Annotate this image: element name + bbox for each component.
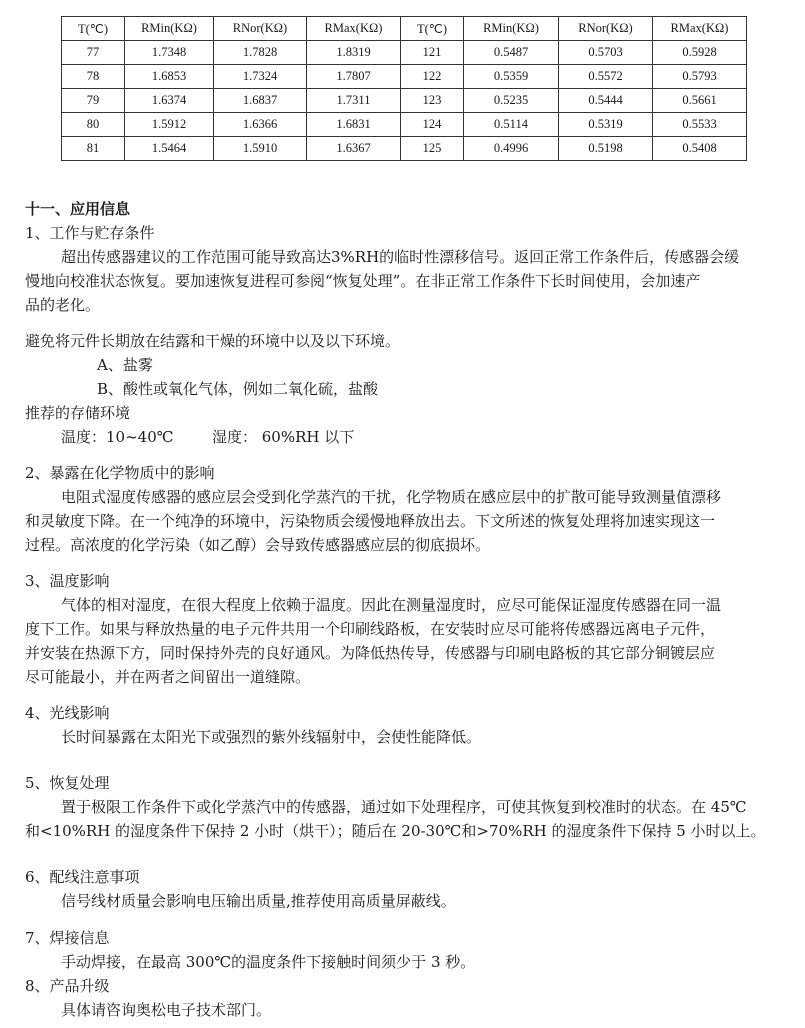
table-cell: 81 xyxy=(62,137,125,161)
table-cell: 1.6366 xyxy=(214,113,307,137)
table-header-cell: T(℃) xyxy=(401,17,464,41)
subsection-title-wiring: 6、配线注意事项 xyxy=(25,868,140,886)
table-cell: 0.5359 xyxy=(464,65,559,89)
table-cell: 77 xyxy=(62,41,125,65)
paragraph-line: 信号线材质量会影响电压输出质量,推荐使用高质量屏蔽线。 xyxy=(61,892,456,910)
table-cell: 1.5910 xyxy=(214,137,307,161)
section-title: 十一、应用信息 xyxy=(25,200,131,218)
table-cell: 79 xyxy=(62,89,125,113)
paragraph-line: 品的老化。 xyxy=(25,296,101,314)
subsection-title-recovery: 5、恢复处理 xyxy=(25,774,110,792)
paragraph-line: 手动焊接，在最高 300℃的温度条件下接触时间须少于 3 秒。 xyxy=(61,953,476,971)
table-row xyxy=(62,65,747,89)
table-cell: 0.4996 xyxy=(464,137,559,161)
table-cell: 125 xyxy=(401,137,464,161)
table-cell: 0.5533 xyxy=(653,113,747,137)
table-header-cell: RMin(KΩ) xyxy=(125,17,214,41)
paragraph-line: 慢地向校准状态恢复。要加速恢复进程可参阅“恢复处理”。在非正常工作条件下长时间使用，会加速产 xyxy=(25,272,701,290)
table-header-cell: T(℃) xyxy=(62,17,125,41)
table-cell: 0.5703 xyxy=(559,41,653,65)
table-cell: 0.5661 xyxy=(653,89,747,113)
paragraph-line: 并安装在热源下方，同时保持外壳的良好通风。为降低热传导，传感器与印刷电路板的其它部分铜镀层应 xyxy=(25,644,716,662)
paragraph-line: 避免将元件长期放在结露和干燥的环境中以及以下环境。 xyxy=(25,332,401,350)
storage-temperature: 温度：10~40℃ xyxy=(61,428,174,446)
subsection-title-temperature: 3、温度影响 xyxy=(25,572,110,590)
table-header-cell: RMin(KΩ) xyxy=(464,17,559,41)
table-cell: 1.7324 xyxy=(214,65,307,89)
table-cell: 1.7828 xyxy=(214,41,307,65)
paragraph-line: 具体请咨询奥松电子技术部门。 xyxy=(61,1001,272,1019)
table-cell: 0.5235 xyxy=(464,89,559,113)
table-cell: 122 xyxy=(401,65,464,89)
table-header-row xyxy=(62,17,747,41)
paragraph-line: 长时间暴露在太阳光下或强烈的紫外线辐射中，会使性能降低。 xyxy=(61,728,482,746)
table-cell: 1.7807 xyxy=(307,65,401,89)
table-cell: 1.7311 xyxy=(307,89,401,113)
table-header-cell: RNor(KΩ) xyxy=(214,17,307,41)
table-row xyxy=(62,113,747,137)
paragraph-line: 尽可能最小，并在两者之间留出一道缝隙。 xyxy=(25,668,311,686)
table-cell: 1.5912 xyxy=(125,113,214,137)
subsection-title-soldering: 7、焊接信息 xyxy=(25,929,110,947)
table-row xyxy=(62,89,747,113)
subsection-title-chemical: 2、暴露在化学物质中的影响 xyxy=(25,464,215,482)
table-cell: 124 xyxy=(401,113,464,137)
table-cell: 0.5319 xyxy=(559,113,653,137)
table-cell: 0.5572 xyxy=(559,65,653,89)
table-cell: 1.6831 xyxy=(307,113,401,137)
table-cell: 1.5464 xyxy=(125,137,214,161)
subsection-title-storage: 1、工作与贮存条件 xyxy=(25,224,155,242)
paragraph-line: 置于极限工作条件下或化学蒸汽中的传感器，通过如下处理程序，可使其恢复到校准时的状态。在 45℃ xyxy=(61,798,747,816)
storage-humidity: 湿度： 60%RH 以下 xyxy=(212,428,355,446)
table-cell: 1.7348 xyxy=(125,41,214,65)
table-cell: 0.5114 xyxy=(464,113,559,137)
paragraph-line: 和灵敏度下降。在一个纯净的环境中，污染物质会缓慢地释放出去。下文所述的恢复处理将加速实现这一 xyxy=(25,512,716,530)
table-header-cell: RNor(KΩ) xyxy=(559,17,653,41)
paragraph-line: 度下工作。如果与释放热量的电子元件共用一个印刷线路板，在安装时应尽可能将传感器远离电子元件， xyxy=(25,620,716,638)
table-cell: 80 xyxy=(62,113,125,137)
table-cell: 123 xyxy=(401,89,464,113)
resistance-table xyxy=(61,16,747,161)
table-cell: 0.5928 xyxy=(653,41,747,65)
table-cell: 0.5487 xyxy=(464,41,559,65)
table-cell: 1.6853 xyxy=(125,65,214,89)
paragraph-line: 气体的相对湿度，在很大程度上依赖于温度。因此在测量湿度时，应尽可能保证湿度传感器在同一温 xyxy=(61,596,722,614)
table-header-cell: RMax(KΩ) xyxy=(653,17,747,41)
table-row xyxy=(62,41,747,65)
table-cell: 1.6374 xyxy=(125,89,214,113)
table-cell: 1.6837 xyxy=(214,89,307,113)
table-cell: 0.5408 xyxy=(653,137,747,161)
paragraph-line: 和<10%RH 的湿度条件下保持 2 小时（烘干）；随后在 20-30℃和>70%RH 的湿度条件下保持 5 小时以上。 xyxy=(25,822,766,840)
table-cell: 0.5444 xyxy=(559,89,653,113)
paragraph-line: 电阻式湿度传感器的感应层会受到化学蒸汽的干扰，化学物质在感应层中的扩散可能导致测量值漂移 xyxy=(61,488,722,506)
table-cell: 1.8319 xyxy=(307,41,401,65)
subsection-title-light: 4、光线影响 xyxy=(25,704,110,722)
table-cell: 0.5793 xyxy=(653,65,747,89)
table-cell: 121 xyxy=(401,41,464,65)
list-item-a: A、盐雾 xyxy=(97,356,153,374)
table-cell: 78 xyxy=(62,65,125,89)
subsection-title-upgrade: 8、产品升级 xyxy=(25,977,110,995)
table-cell: 1.6367 xyxy=(307,137,401,161)
table-cell: 0.5198 xyxy=(559,137,653,161)
list-item-b: B、酸性或氧化气体，例如二氧化硫，盐酸 xyxy=(97,380,379,398)
storage-title: 推荐的存储环境 xyxy=(25,404,131,422)
paragraph-line: 过程。高浓度的化学污染（如乙醇）会导致传感器感应层的彻底损坏。 xyxy=(25,536,491,554)
table-row xyxy=(62,137,747,161)
table-header-cell: RMax(KΩ) xyxy=(307,17,401,41)
paragraph-line: 超出传感器建议的工作范围可能导致高达3%RH的临时性漂移信号。返回正常工作条件后，传感器会缓 xyxy=(61,248,740,266)
